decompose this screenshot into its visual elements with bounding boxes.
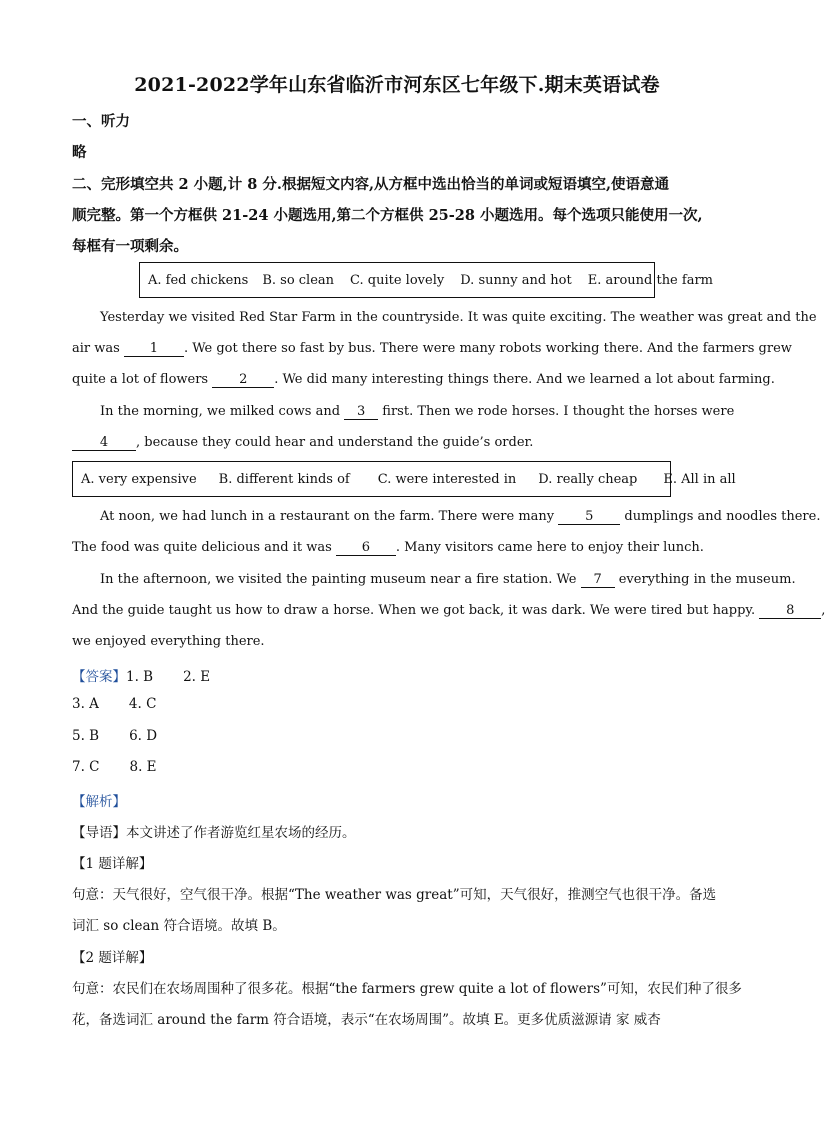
option-box2-a: A. very expensive <box>81 471 197 487</box>
section-listening-heading: 一、听力 <box>72 113 130 130</box>
blank-7: 7 <box>581 573 615 588</box>
answer-6: 6. D <box>129 728 158 744</box>
analysis-q1-heading: 【1 题详解】 <box>72 856 153 872</box>
analysis-guide: 【导语】本文讲述了作者游览红星农场的经历。 <box>72 825 356 841</box>
blank-5: 5 <box>558 510 620 525</box>
instruction-line-1: 二、完形填空共 2 小题,计 8 分.根据短文内容,从方框中选出恰当的单词或短语填空,使语意通 <box>72 176 670 193</box>
analysis-q2-line-2: 花，备选词汇 around the farm 符合语境，表示“在农场周围”。故填 E。更多优质滋源请 家 威杏 <box>72 1012 661 1028</box>
answer-5: 5. B <box>72 728 100 744</box>
answer-4: 4. C <box>128 696 157 712</box>
analysis-q1-line-2: 词汇 so clean 符合语境。故填 B。 <box>72 918 286 934</box>
answer-1: 1. B <box>126 669 154 685</box>
passage-line: quite a lot of flowers 2 . We did many interesting things there. And we learned a lot about farming. <box>72 372 775 387</box>
option-box-1 <box>139 262 713 298</box>
passage-line: The food was quite delicious and it was 6 . Many visitors came here to enjoy their lunch. <box>72 540 704 555</box>
option-box1-e: E. around the farm <box>587 272 713 288</box>
instruction-line-3: 每框有一项剩余。 <box>72 238 188 255</box>
passage-line: 4 , because they could hear and understand the guide’s order. <box>72 435 533 451</box>
answers-row-4 <box>72 759 157 775</box>
answer-2: 2. E <box>183 669 211 685</box>
analysis-tag: 【解析】 <box>72 794 126 810</box>
passage-line: In the morning, we milked cows and 3 first. Then we rode horses. I thought the horses were <box>100 404 735 419</box>
blank-1: 1 <box>124 342 184 357</box>
answer-7: 7. C <box>72 759 100 775</box>
analysis-q1-line-1: 句意：天气很好，空气很干净。根据“The weather was great”可知，天气很好，推测空气也很干净。备选 <box>72 887 717 903</box>
option-box2-d: D. really cheap <box>538 471 638 487</box>
option-box1-c: C. quite lovely <box>350 272 445 288</box>
option-box1-b: B. so clean <box>262 272 335 288</box>
option-box1-d: D. sunny and hot <box>460 272 572 288</box>
passage-line: we enjoyed everything there. <box>72 634 265 649</box>
answer-8: 8. E <box>129 759 157 775</box>
blank-4: 4 <box>72 436 136 451</box>
analysis-q2-heading: 【2 题详解】 <box>72 950 153 966</box>
passage-line: air was 1 . We got there so fast by bus. There were many robots working there. And the farmers grew <box>72 341 792 356</box>
option-box-2 <box>72 461 736 497</box>
option-box2-c: C. were interested in <box>377 471 517 487</box>
analysis-q2-line-1: 句意：农民们在农场周围种了很多花。根据“the farmers grew quite a lot of flowers”可知，农民们种了很多 <box>72 981 742 997</box>
passage-line: And the guide taught us how to draw a horse. When we got back, it was dark. We were tired but happy. 8 <box>72 603 825 619</box>
option-box2-b: B. different kinds of <box>218 471 350 487</box>
option-box2-e: E. All in all <box>663 471 736 487</box>
answers-row-2 <box>72 696 156 712</box>
blank-3: 3 <box>344 405 378 420</box>
blank-6: 6 <box>336 541 396 556</box>
instruction-line-2: 顺完整。第一个方框供 21-24 小题选用,第二个方框供 25-28 小题选用。每个选项只能使用一次, <box>72 207 703 224</box>
blank-2: 2 <box>212 373 274 388</box>
section-listening-note: 略 <box>72 144 87 161</box>
answer-3: 3. A <box>72 696 99 712</box>
blank-8: 8 <box>759 604 821 619</box>
answer-tag: 【答案】 <box>72 669 126 685</box>
answers-row-1 <box>72 665 210 685</box>
passage-line: At noon, we had lunch in a restaurant on the farm. There were many 5 dumplings and noodles there. <box>100 509 821 524</box>
passage-line: In the afternoon, we visited the painting museum near a fire station. We 7 everything in the museum. <box>100 572 796 587</box>
passage-line: Yesterday we visited Red Star Farm in the countryside. It was quite exciting. The weather was great and the <box>100 310 817 325</box>
answers-row-3 <box>72 728 157 744</box>
page-title: 2021-2022学年山东省临沂市河东区七年级下.期末英语试卷 <box>134 74 660 96</box>
option-box1-a: A. fed chickens <box>148 272 249 288</box>
